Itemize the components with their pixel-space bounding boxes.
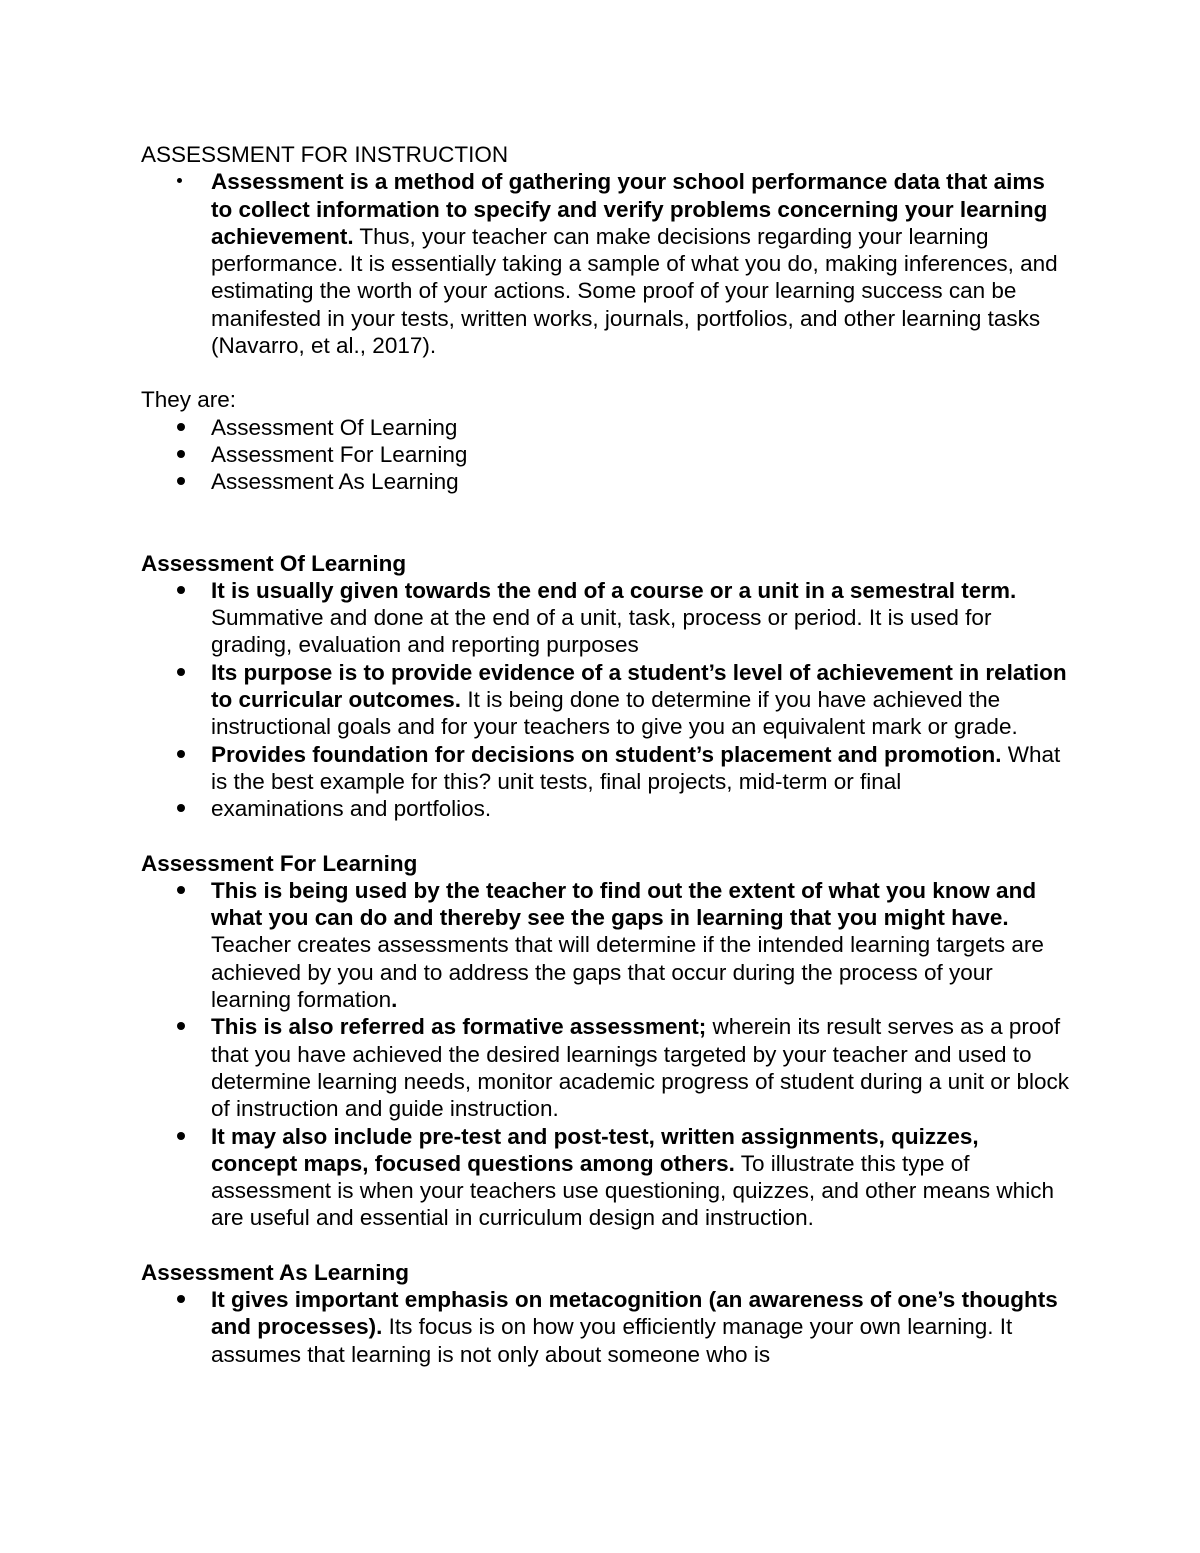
type-label: Assessment Of Learning	[211, 414, 458, 440]
item-bold-text: This is being used by the teacher to find out the extent of what you know and what you can do and thereby see the gaps in learning that you might have.	[211, 877, 1037, 931]
list-item	[141, 441, 1071, 468]
section-heading: Assessment Of Learning	[141, 550, 407, 576]
bullet-icon	[177, 586, 185, 594]
item-bold-text: Provides foundation for decisions on student’s placement and promotion.	[211, 741, 1002, 767]
list-item	[141, 1013, 1071, 1122]
they-are-label: They are:	[141, 387, 237, 413]
document-title: ASSESSMENT FOR INSTRUCTION	[141, 142, 509, 167]
list-item	[141, 414, 1071, 441]
bullet-icon	[177, 423, 185, 431]
list-item	[141, 1123, 1071, 1232]
item-bold-text: Assessment is a method of gathering your school performance data that aims to collect information to specify and verify problems concerning your learning achievement.	[211, 169, 1048, 249]
type-label: Assessment As Learning	[211, 469, 459, 495]
item-text: It is being done to determine if you have achieved the instructional goals and for your teachers to give you an equivalent mark or grade.	[211, 687, 1018, 740]
types-list	[141, 414, 1071, 496]
list-item	[141, 741, 1071, 796]
list-item	[141, 168, 1071, 359]
bullet-icon	[177, 1022, 185, 1030]
item-bold-text: It may also include pre-test and post-test, written assignments, quizzes, concept maps, focused questions among others.	[211, 1123, 979, 1176]
section-list	[141, 1286, 1071, 1368]
item-text: Teacher creates assessments that will determine if the intended learning targets are achieved by you and to address the gaps that occur during the process of your learning formation	[211, 932, 1044, 1013]
item-text: Summative and done at the end of a unit, task, process or period. It is used for grading, evaluation and reporting purposes	[211, 605, 992, 658]
intro-list	[141, 168, 1071, 359]
type-label: Assessment For Learning	[211, 441, 468, 467]
bullet-icon	[177, 178, 182, 183]
list-item	[141, 877, 1071, 1013]
item-text: To illustrate this type of assessment is when your teachers use questioning, quizzes, and other means which are useful and essential in curriculum design and instruction.	[211, 1150, 1054, 1231]
item-text: examinations and portfolios.	[211, 796, 492, 822]
bullet-icon	[177, 1295, 185, 1303]
item-bold-text: Its purpose is to provide evidence of a student’s level of achievement in relation to curricular outcomes.	[211, 659, 1067, 713]
document-page	[141, 141, 1071, 1368]
bullet-icon	[177, 450, 185, 458]
item-bold-tail: .	[391, 987, 398, 1013]
item-bold-text: It gives important emphasis on metacognition (an awareness of one’s thoughts and processes).	[211, 1286, 1058, 1340]
bullet-icon	[177, 1132, 185, 1140]
item-text: wherein its result serves as a proof that you have achieved the desired learnings targeted by your teacher and used to determine learning needs, monitor academic progress of student during a unit or block of instruction and guide instruction.	[211, 1014, 1069, 1122]
item-text: Thus, your teacher can make decisions regarding your learning performance. It is essentially taking a sample of what you do, making inferences, and estimating the worth of your actions. Some proof of your learning success can be manifested in your tests, written works, journals, portfolios, and other learning tasks (Navarro, et al., 2017).	[211, 223, 1058, 359]
bullet-icon	[177, 668, 185, 676]
bullet-icon	[177, 804, 185, 812]
item-text: Its focus is on how you efficiently manage your own learning. It assumes that learning is not only about someone who is	[211, 1314, 1013, 1367]
list-item	[141, 468, 1071, 495]
list-item	[141, 659, 1071, 741]
section-list	[141, 877, 1071, 1232]
bullet-icon	[177, 886, 185, 894]
bullet-icon	[177, 750, 185, 758]
section-heading: Assessment As Learning	[141, 1259, 410, 1285]
section-list	[141, 577, 1071, 823]
item-bold-text: It is usually given towards the end of a course or a unit in a semestral term.	[211, 577, 1017, 603]
list-item	[141, 577, 1071, 659]
item-text: What is the best example for this? unit tests, final projects, mid-term or final	[211, 741, 1061, 794]
list-item	[141, 795, 1071, 822]
bullet-icon	[177, 477, 185, 485]
section-heading: Assessment For Learning	[141, 850, 418, 876]
item-bold-text: This is also referred as formative assessment;	[211, 1014, 707, 1040]
list-item	[141, 1286, 1071, 1368]
